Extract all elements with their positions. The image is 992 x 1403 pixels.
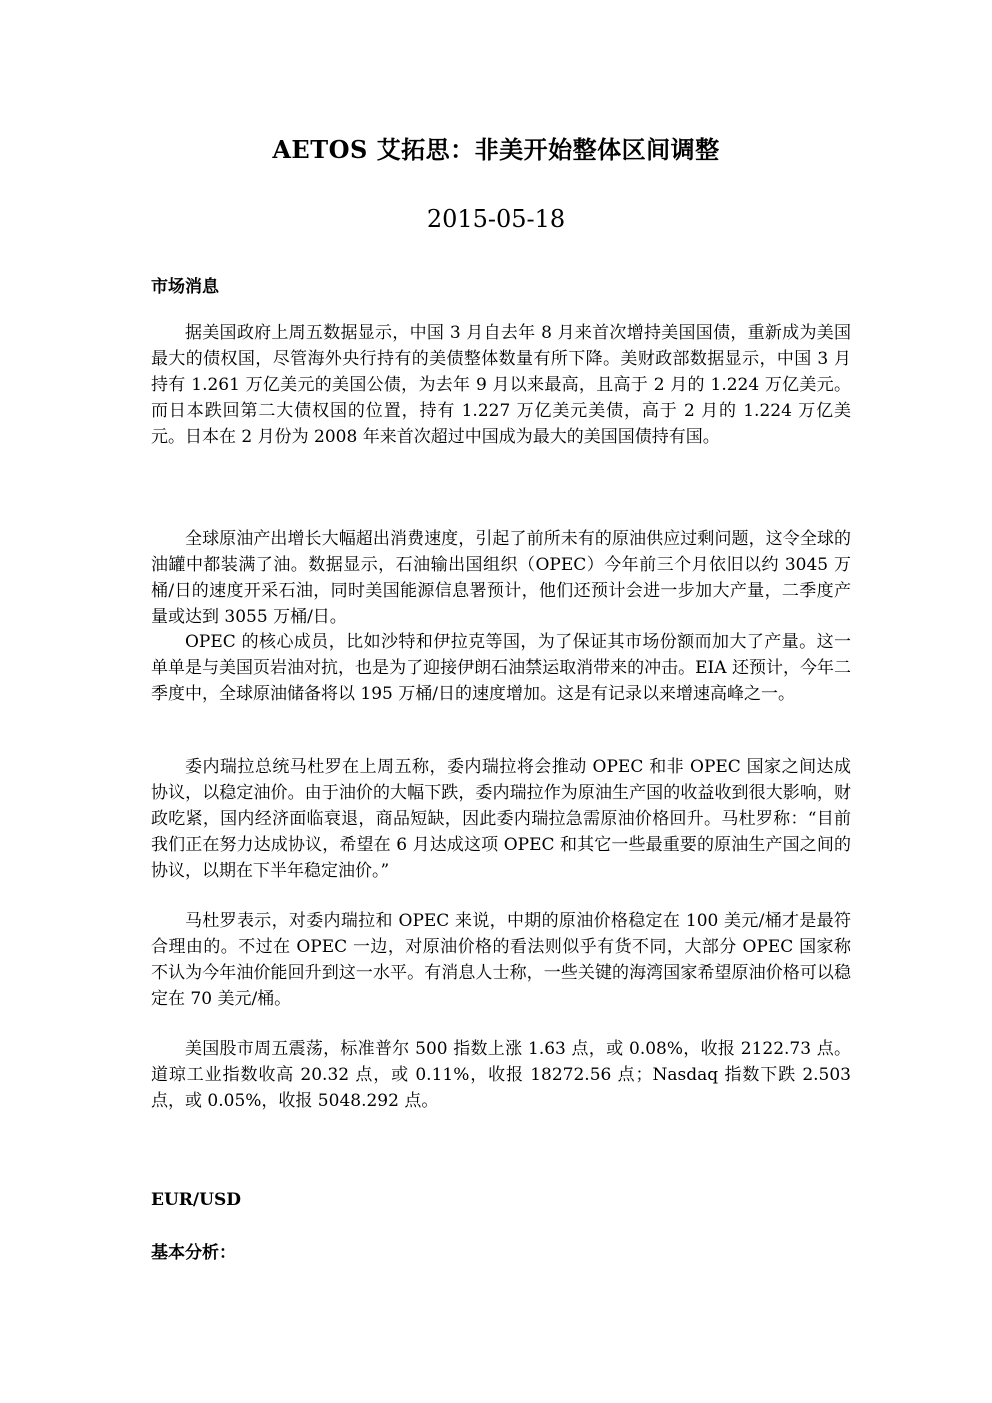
section-heading-basic-analysis: 基本分析： [151,1243,236,1263]
section-heading-market-news: 市场消息 [151,277,219,297]
section-heading-eurusd: EUR/USD [151,1190,241,1210]
paragraph-oil-price-view: 马杜罗表示，对委内瑞拉和 OPEC 来说，中期的原油价格稳定在 100 美元/桶才是最符合理由的。不过在 OPEC 一边，对原油价格的看法则似乎有货不同，大部分 OPEC 国家称不认为今年油价能回升到这一水平。有消息人士称，一些关键的海湾国家希望原油价格可以稳定在 70 美元/桶。 [151,911,851,1009]
paragraph-oil-oversupply: 全球原油产出增长大幅超出消费速度，引起了前所未有的原油供应过剩问题，这令全球的油罐中都装满了油。数据显示，石油输出国组织（OPEC）今年前三个月依旧以约 3045 万桶/日的速度开采石油，同时美国能源信息署预计，他们还预计会进一步加大产量，二季度产量或达到 3055 万桶/日。 [151,529,851,627]
document-title: AETOS 艾拓思：非美开始整体区间调整 [272,135,720,164]
paragraph-us-stocks: 美国股市周五震荡，标准普尔 500 指数上涨 1.63 点，或 0.08%，收报 2122.73 点。道琼工业指数收高 20.32 点，或 0.11%，收报 18272.56 点；Nasdaq 指数下跌 2.503 点，或 0.05%，收报 5048.292 点。 [151,1039,851,1111]
paragraph-treasury-holdings: 据美国政府上周五数据显示，中国 3 月自去年 8 月来首次增持美国国债，重新成为美国最大的债权国，尽管海外央行持有的美债整体数量有所下降。美财政部数据显示，中国 3 月持有 1.261 万亿美元的美国公债，为去年 9 月以来最高，且高于 2 月的 1.224 万亿美元。而日本跌回第二大债权国的位置，持有 1.227 万亿美元美债，高于 2 月的 1.224 万亿美元。日本在 2 月份为 2008 年来首次超过中国成为最大的美国国债持有国。 [151,323,851,447]
document-date: 2015-05-18 [426,205,566,233]
paragraph-opec-members: OPEC 的核心成员，比如沙特和伊拉克等国，为了保证其市场份额而加大了产量。这一单单是与美国页岩油对抗，也是为了迎接伊朗石油禁运取消带来的冲击。EIA 还预计，今年二季度中，全球原油储备将以 195 万桶/日的速度增加。这是有记录以来增速高峰之一。 [151,632,851,704]
paragraph-venezuela: 委内瑞拉总统马杜罗在上周五称，委内瑞拉将会推动 OPEC 和非 OPEC 国家之间达成协议，以稳定油价。由于油价的大幅下跌，委内瑞拉作为原油生产国的收益收到很大影响，财政吃紧，国内经济面临衰退，商品短缺，因此委内瑞拉急需原油价格回升。马杜罗称：“目前我们正在努力达成协议，希望在 6 月达成这项 OPEC 和其它一些最重要的原油生产国之间的协议，以期在下半年稳定油价。” [151,757,851,881]
